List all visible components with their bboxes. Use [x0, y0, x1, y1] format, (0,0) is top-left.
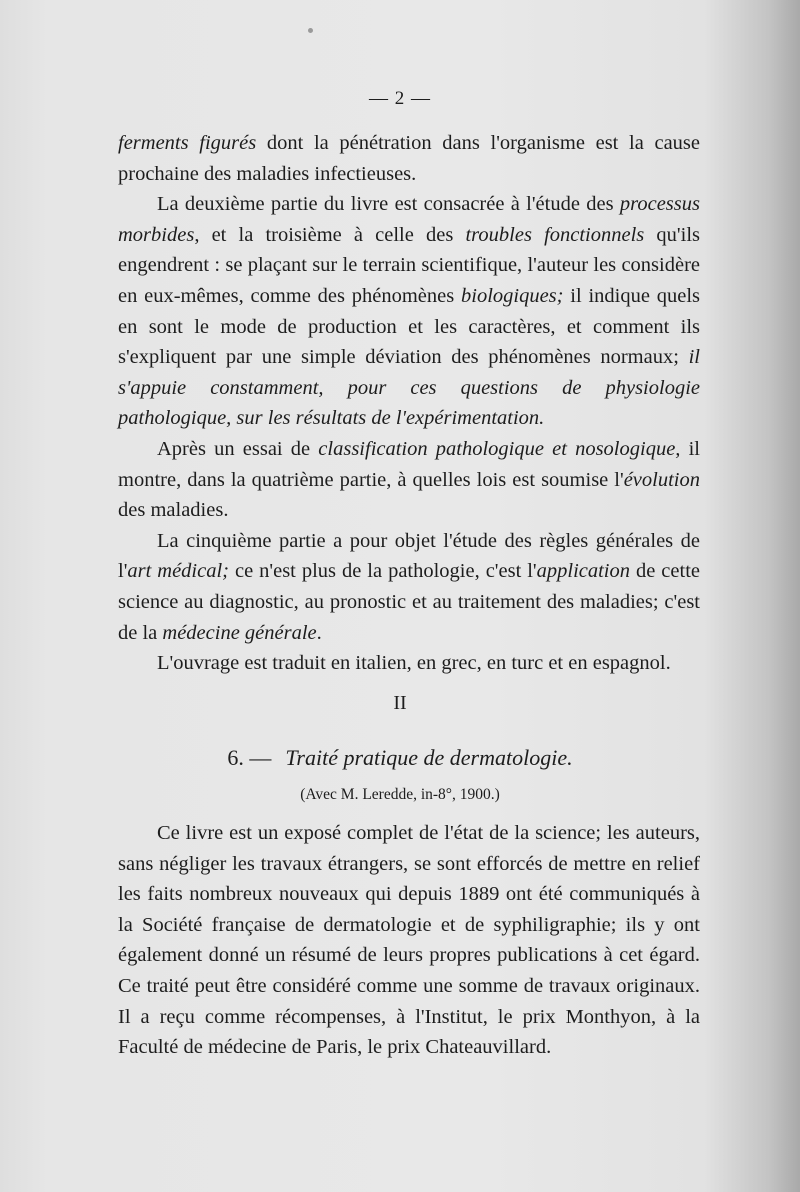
section-numeral: II: [393, 692, 407, 714]
paragraph-4: [118, 526, 700, 648]
paragraph-1: [118, 128, 700, 189]
paragraph-text: de cette science au diagnostic, au pronostic et au traitement des maladies; c'est de la: [118, 560, 700, 644]
paragraph-6: [118, 818, 700, 1063]
paragraph-2: [118, 189, 700, 434]
paragraph-text: ce n'est plus de la pathologie, c'est l': [229, 560, 537, 583]
italic-term: il s'appuie constamment, pour ces questions de physiologie pathologique, sur les résultats de l'expérimentation.: [118, 346, 700, 430]
entry-number: 6. —: [227, 745, 272, 770]
italic-term: troubles fonctionnels: [465, 223, 645, 246]
paragraph-text: des maladies.: [118, 499, 229, 522]
italic-term: médecine générale: [162, 621, 317, 644]
paragraph-text: dont la pénétration dans l'organisme est la cause prochaine des maladies infectieuses.: [118, 132, 700, 185]
body-text-upper: [118, 128, 700, 679]
paragraph-text: La cinquième partie a pour objet l'étude des règles générales de l': [118, 529, 700, 583]
italic-term: processus morbides: [118, 193, 700, 246]
paragraph-5: [118, 648, 700, 679]
paragraph-text: qu'ils engendrent : se plaçant sur le terrain scientifique, l'auteur les considère en eux-mêmes, comme des phénomènes: [118, 223, 700, 307]
paragraph-text: Après un essai de: [157, 437, 319, 460]
paragraph-text: Ce livre est un exposé complet de l'état de la science; les auteurs, sans négliger les travaux étrangers, se sont efforcés de mettre en relief les faits nombreux nouveaux qui depuis 1889 ont été communiqués à la Société française de dermatologie et de syphiligraphie; ils y ont également donné un résumé de leurs propres publications à cet égard. Ce traité peut être considéré comme une somme de travaux originaux. Il a reçu comme récompenses, à l'Institut, le prix Monthyon, à la Faculté de médecine de Paris, le prix Chateauvillard.: [118, 822, 700, 1059]
paragraph-text: La deuxième partie du livre est consacrée à l'étude des: [157, 193, 620, 216]
paragraph-3: [118, 434, 700, 526]
paragraph-text: L'ouvrage est traduit en italien, en grec, en turc et en espagnol.: [157, 652, 671, 675]
entry-heading: [0, 745, 800, 771]
italic-term: application: [536, 560, 631, 583]
page-number: — 2 —: [369, 88, 431, 109]
entry-subtitle: (Avec M. Leredde, in-8°, 1900.): [300, 786, 500, 803]
italic-term: ferments figurés: [118, 132, 257, 154]
body-text-lower: [118, 818, 700, 1063]
paragraph-text: il montre, dans la quatrième partie, à quelles lois est soumise l': [118, 437, 700, 491]
ink-speck: [308, 28, 313, 33]
italic-term: évolution: [623, 468, 700, 491]
italic-term: art médical;: [127, 560, 230, 583]
paragraph-text: .: [316, 621, 322, 644]
paragraph-text: il indique quels en sont le mode de production et les caractères, et comment ils s'expliquent par une simple déviation des phénomènes normaux;: [118, 284, 700, 369]
entry-title: Traité pratique de dermatologie.: [285, 745, 573, 770]
italic-term: biologiques;: [461, 284, 564, 307]
paragraph-text: , et la troisième à celle des: [194, 223, 466, 246]
italic-term: classification pathologique et nosologique,: [318, 437, 681, 460]
